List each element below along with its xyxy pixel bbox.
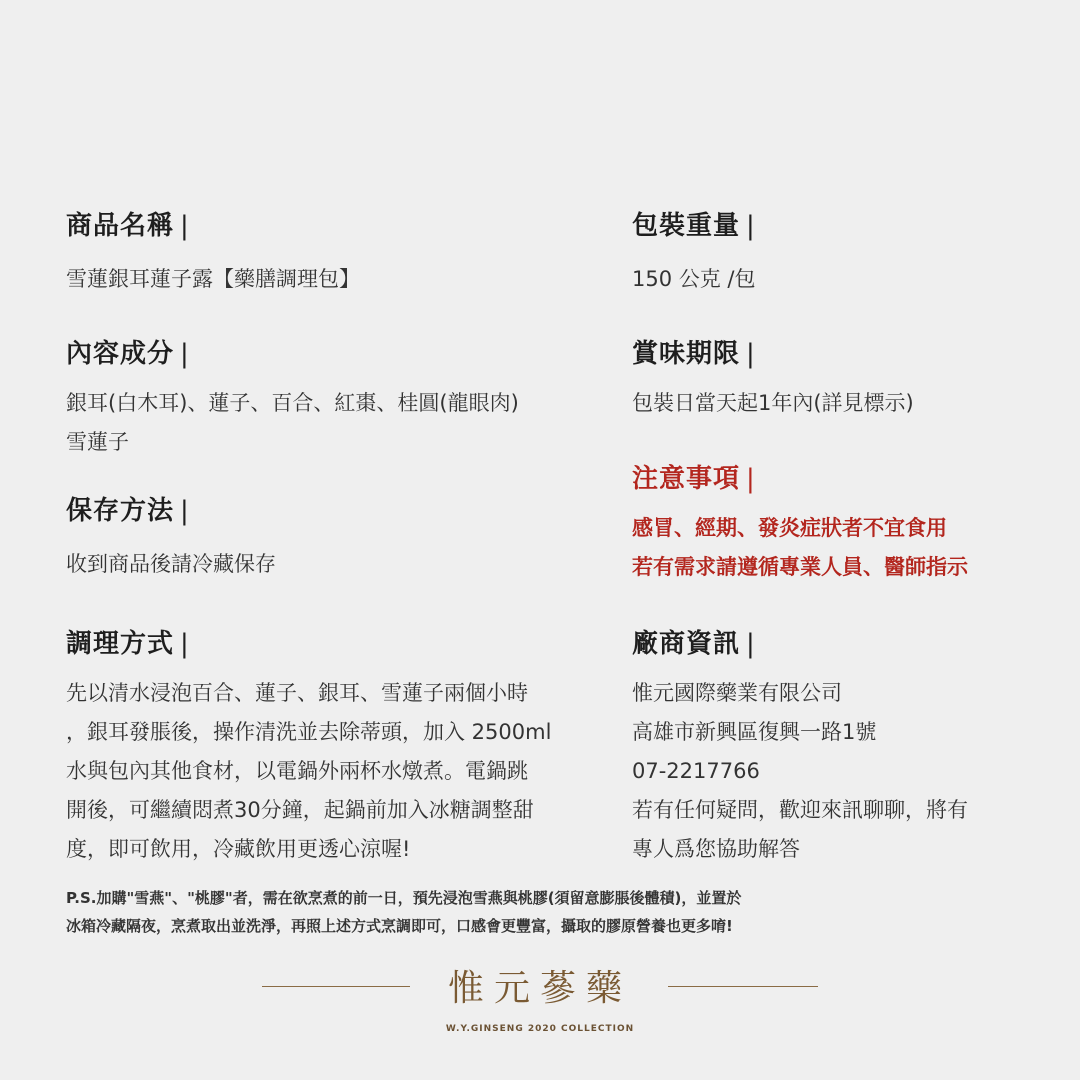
ingredients-section xyxy=(66,333,626,462)
storage-section xyxy=(66,490,626,584)
ps-note-line: 冰箱冷藏隔夜，烹煮取出並洗淨，再照上述方式烹調即可，口感會更豐富，攝取的膠原營養也更多唷! xyxy=(66,917,733,935)
precautions-line: 若有需求請遵循專業人員、醫師指示 xyxy=(632,555,968,579)
cooking-line: 開後，可繼續悶煮30分鐘，起鍋前加入冰糖調整甜 xyxy=(66,798,534,822)
manufacturer-line: 07-2217766 xyxy=(632,759,760,783)
ingredients-line: 銀耳(白木耳)、蓮子、百合、紅棗、桂圓(龍眼肉) xyxy=(66,391,519,415)
manufacturer-line: 惟元國際藥業有限公司 xyxy=(632,681,842,705)
cooking-line: 先以清水浸泡百合、蓮子、銀耳、雪蓮子兩個小時 xyxy=(66,681,528,705)
product-name-heading: 商品名稱 | xyxy=(66,211,190,241)
brand-divider-left xyxy=(262,986,410,987)
shelf-life-heading: 賞味期限 | xyxy=(632,339,756,369)
cooking-line: 水與包內其他食材，以電鍋外兩杯水燉煮。電鍋跳 xyxy=(66,759,528,783)
storage-value: 收到商品後請冷藏保存 xyxy=(66,552,276,576)
package-weight-value: 150 公克 /包 xyxy=(632,267,756,291)
manufacturer-line: 專人爲您協助解答 xyxy=(632,837,800,861)
cooking-section xyxy=(66,623,626,869)
ingredients-heading: 內容成分 | xyxy=(66,339,190,369)
cooking-line: ，銀耳發脹後，操作清洗並去除蒂頭，加入 2500ml xyxy=(66,720,552,744)
brand-divider-right xyxy=(668,986,818,987)
manufacturer-heading: 廠商資訊 | xyxy=(632,629,756,659)
ingredients-line: 雪蓮子 xyxy=(66,430,129,454)
precautions-section xyxy=(632,458,1052,587)
product-name-section xyxy=(66,205,626,299)
cooking-heading: 調理方式 | xyxy=(66,629,190,659)
cooking-line: 度，即可飲用，冷藏飲用更透心涼喔! xyxy=(66,837,411,861)
manufacturer-line: 高雄市新興區復興一路1號 xyxy=(632,720,877,744)
package-weight-section xyxy=(632,205,1052,299)
manufacturer-section xyxy=(632,623,1052,869)
package-weight-heading: 包裝重量 | xyxy=(632,211,756,241)
precautions-heading: 注意事項 | xyxy=(632,464,756,494)
shelf-life-value: 包裝日當天起1年內(詳見標示) xyxy=(632,391,914,415)
brand-name: 惟元蔘藥 xyxy=(447,968,632,1009)
precautions-line: 感冒、經期、發炎症狀者不宜食用 xyxy=(632,516,947,540)
product-name-value: 雪蓮銀耳蓮子露【藥膳調理包】 xyxy=(66,267,360,291)
brand-collection: W.Y.GINSENG 2020 COLLECTION xyxy=(445,1024,635,1034)
storage-heading: 保存方法 | xyxy=(66,496,190,526)
brand-footer xyxy=(0,960,1080,1016)
ps-note xyxy=(66,884,741,940)
manufacturer-line: 若有任何疑問，歡迎來訊聊聊，將有 xyxy=(632,798,968,822)
ps-note-line: P.S.加購"雪燕"、"桃膠"者，需在欲烹煮的前一日，預先浸泡雪燕與桃膠(須留意膨脹後體積)，並置於 xyxy=(66,889,742,907)
shelf-life-section xyxy=(632,333,1052,423)
